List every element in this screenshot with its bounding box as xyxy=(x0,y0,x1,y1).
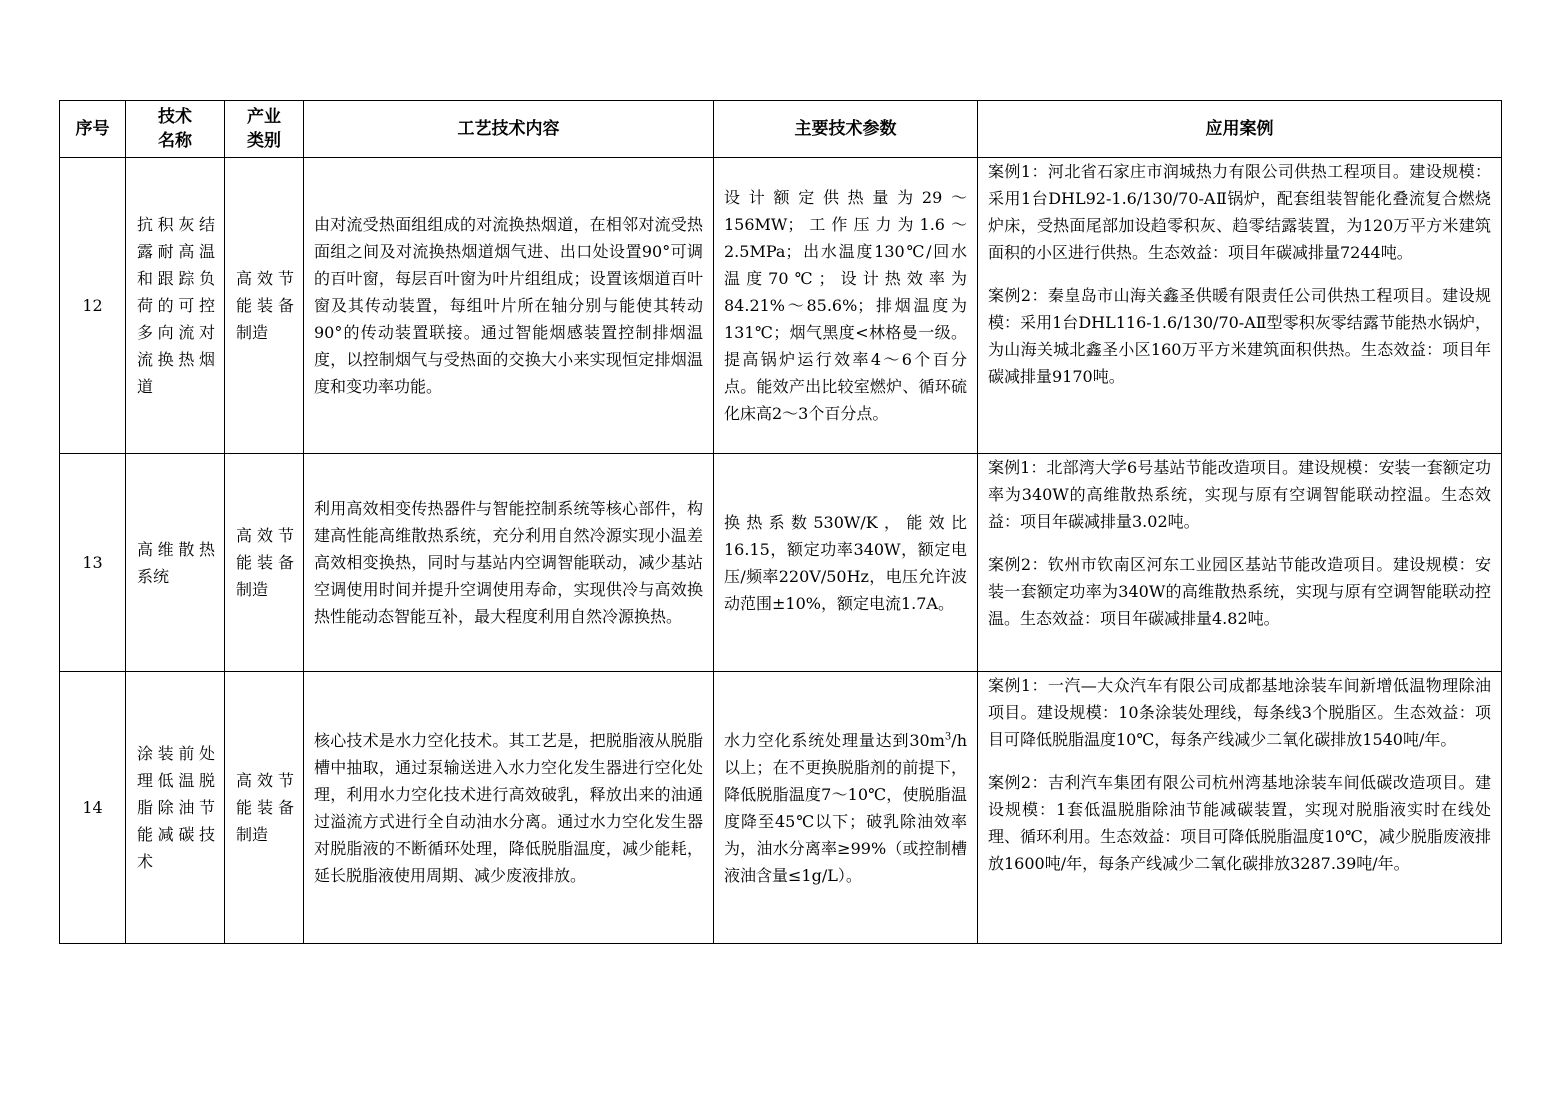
case-item: 案例1：一汽—大众汽车有限公司成都基地涂装车间新增低温物理除油项目。建设规模：10条涂装处理线，每条线3个脱脂区。生态效益：项目可降低脱脂温度10℃，每条产线减少二氧化碳排放1540吨/年。 xyxy=(988,676,1491,749)
table-header-row xyxy=(60,101,1502,158)
row-tech-name: 高维散热系统 xyxy=(126,454,225,672)
case-item: 案例2：吉利汽车集团有限公司杭州湾基地涂装车间低碳改造项目。建设规模：1套低温脱脂除油节能减碳装置，实现对脱脂液实时在线处理、循环利用。生态效益：项目可降低脱脂温度10℃，减少脱脂废液排放1600吨/年，每条产线减少二氧化碳排放3287.39吨/年。 xyxy=(988,773,1491,873)
header-cases: 应用案例 xyxy=(978,101,1502,158)
params-superscript: 3 xyxy=(944,731,952,743)
row-cases xyxy=(978,454,1502,672)
tech-catalog-page xyxy=(59,100,1501,944)
row-params: 换热系数530W/K，能效比16.15，额定功率340W，额定电压/频率220V/50Hz，电压允许波动范围±10%，额定电流1.7A。 xyxy=(714,454,978,672)
params-text-part2: /h以上；在不更换脱脂剂的前提下，降低脱脂温度7～10℃，使脱脂温度降至45℃以下；破乳除油效率为，油水分离率≥99%（或控制槽液油含量≤1g/L）。 xyxy=(724,730,967,885)
row-num: 14 xyxy=(60,672,126,944)
header-num: 序号 xyxy=(60,101,126,158)
row-process: 由对流受热面组组成的对流换热烟道，在相邻对流受热面组之间及对流换热烟道烟气进、出口处设置90°可调的百叶窗，每层百叶窗为叶片组组成；设置该烟道百叶窗及其传动装置，每组叶片所在轴分别与能使其转动90°的传动装置联接。通过智能烟感装置控制排烟温度，以控制烟气与受热面的交换大小来实现恒定排烟温度和变功率功能。 xyxy=(304,158,714,454)
technology-table xyxy=(59,100,1502,944)
header-process: 工艺技术内容 xyxy=(304,101,714,158)
row-num: 13 xyxy=(60,454,126,672)
row-process: 核心技术是水力空化技术。其工艺是，把脱脂液从脱脂槽中抽取，通过泵输送进入水力空化发生器进行空化处理，利用水力空化技术进行高效破乳，释放出来的油通过溢流方式进行全自动油水分离。通过水力空化发生器对脱脂液的不断循环处理，降低脱脂温度，减少能耗，延长脱脂液使用周期、减少废液排放。 xyxy=(304,672,714,944)
row-category: 高效节能装备制造 xyxy=(225,454,304,672)
table-row xyxy=(60,158,1502,454)
case-item: 案例2：钦州市钦南区河东工业园区基站节能改造项目。建设规模：安装一套额定功率为340W的高维散热系统，实现与原有空调智能联动控温。生态效益：项目年碳减排量4.82吨。 xyxy=(988,555,1491,628)
row-process: 利用高效相变传热器件与智能控制系统等核心部件，构建高性能高维散热系统，充分利用自然冷源实现小温差高效相变换热，同时与基站内空调智能联动，减少基站空调使用时间并提升空调使用寿命，实现供冷与高效换热性能动态智能互补，最大程度利用自然冷源换热。 xyxy=(304,454,714,672)
header-category-line2: 类别 xyxy=(247,131,281,151)
header-category-line1: 产业 xyxy=(247,107,281,127)
header-tech-name-line1: 技术 xyxy=(158,107,192,127)
params-text-part1: 水力空化系统处理量达到30m xyxy=(724,730,945,750)
header-category xyxy=(225,101,304,158)
case-item: 案例1：北部湾大学6号基站节能改造项目。建设规模：安装一套额定功率为340W的高维散热系统，实现与原有空调智能联动控温。生态效益：项目年碳减排量3.02吨。 xyxy=(988,458,1491,531)
row-tech-name: 抗积灰结露耐高温和跟踪负荷的可控多向流对流换热烟道 xyxy=(126,158,225,454)
row-params xyxy=(714,672,978,944)
row-category: 高效节能装备制造 xyxy=(225,158,304,454)
case-item: 案例1：河北省石家庄市润城热力有限公司供热工程项目。建设规模：采用1台DHL92-1.6/130/70-AⅡ锅炉，配套组装智能化叠流复合燃烧炉床，受热面尾部加设趋零积灰、趋零结露装置，为120万平方米建筑面积的小区进行供热。生态效益：项目年碳减排量7244吨。 xyxy=(988,162,1491,262)
row-cases xyxy=(978,158,1502,454)
table-row xyxy=(60,672,1502,944)
table-row xyxy=(60,454,1502,672)
row-params: 设计额定供热量为29～156MW；工作压力为1.6～2.5MPa；出水温度130℃/回水温度70℃；设计热效率为84.21%～85.6%；排烟温度为131℃；烟气黑度<林格曼一级。提高锅炉运行效率4～6个百分点。能效产出比较室燃炉、循环硫化床高2～3个百分点。 xyxy=(714,158,978,454)
row-num: 12 xyxy=(60,158,126,454)
header-tech-name xyxy=(126,101,225,158)
row-cases xyxy=(978,672,1502,944)
header-tech-name-line2: 名称 xyxy=(158,131,192,151)
case-item: 案例2：秦皇岛市山海关鑫圣供暖有限责任公司供热工程项目。建设规模：采用1台DHL116-1.6/130/70-AⅡ型零积灰零结露节能热水锅炉，为山海关城北鑫圣小区160万平方米建筑面积供热。生态效益：项目年碳减排量9170吨。 xyxy=(988,286,1491,386)
row-category: 高效节能装备制造 xyxy=(225,672,304,944)
header-params: 主要技术参数 xyxy=(714,101,978,158)
row-tech-name: 涂装前处理低温脱脂除油节能减碳技术 xyxy=(126,672,225,944)
